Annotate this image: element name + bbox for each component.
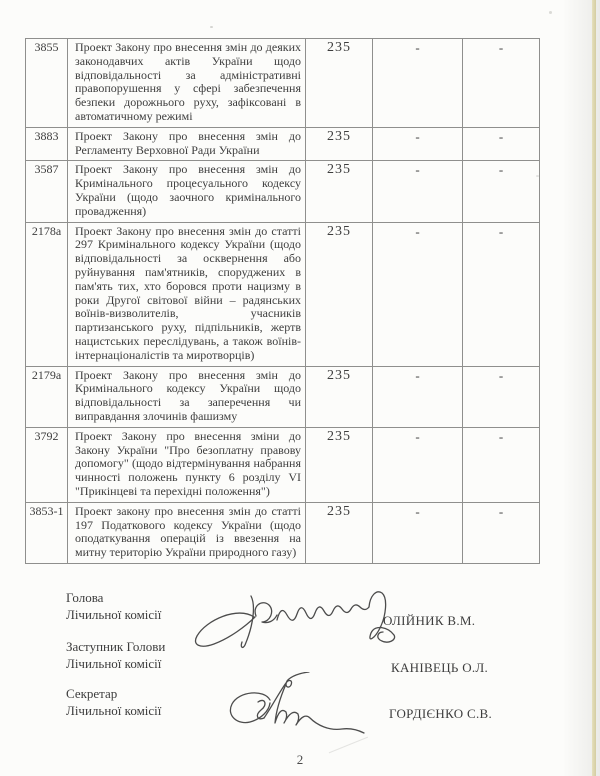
role-line: Секретар bbox=[66, 686, 118, 701]
dash1-cell: - bbox=[373, 161, 463, 222]
votes-cell: 235 bbox=[306, 39, 373, 128]
signature-scribble-head-icon bbox=[190, 586, 408, 664]
dash1-cell: - bbox=[373, 127, 463, 161]
bill-number-cell: 3792 bbox=[26, 427, 68, 502]
bill-number-cell: 2179а bbox=[26, 366, 68, 427]
bill-title-cell: Проект Закону про внесення змін до статті 297 Кримінального кодексу України (щодо відповідальності за осквернення або руйнування пам'ятників, споруджених в пам'ять тих, хто боровся проти нацизму в роки Другої світової війни – радянських воїнів-визволителів, учасників партизанського руху, підпільників, жертв нацистських переслідувань, а також воїнів-інтернаціоналістів та миротворців) bbox=[68, 222, 306, 366]
role-line: Лічильної комісії bbox=[66, 656, 162, 671]
bills-voting-table bbox=[25, 38, 540, 564]
dash1-cell: - bbox=[373, 502, 463, 563]
bill-title-cell: Проект закону про внесення змін до статті 197 Податкового кодексу України (щодо оподаткування операцій із ввезення на митну територію України природного газу) bbox=[68, 502, 306, 563]
dash1-cell: - bbox=[373, 39, 463, 128]
signatory-name: КАНІВЕЦЬ О.Л. bbox=[391, 660, 489, 675]
role-line: Заступник Голови bbox=[66, 639, 166, 654]
signatory-name: ОЛІЙНИК В.М. bbox=[383, 613, 476, 628]
dash2-cell: - bbox=[463, 39, 540, 128]
bill-title-cell: Проект Закону про внесення змін до деяких законодавчих актів України щодо відповідальності за адміністративні правопорушення у сфері забезпечення безпеки дорожнього руху, зафіксовані в автоматичному режимі bbox=[68, 39, 306, 128]
table-row bbox=[26, 366, 540, 427]
bill-number-cell: 3587 bbox=[26, 161, 68, 222]
dash2-cell: - bbox=[463, 427, 540, 502]
scan-edge-line bbox=[592, 0, 596, 776]
bill-title-cell: Проект Закону про внесення змін до Регламенту Верховної Ради України bbox=[68, 127, 306, 161]
votes-cell: 235 bbox=[306, 366, 373, 427]
dash2-cell: - bbox=[463, 366, 540, 427]
bill-number-cell: 2178а bbox=[26, 222, 68, 366]
scan-speck bbox=[549, 11, 552, 14]
table-row bbox=[26, 161, 540, 222]
signatory-role-deputy bbox=[66, 638, 165, 672]
bill-number-cell: 3883 bbox=[26, 127, 68, 161]
votes-cell: 235 bbox=[306, 161, 373, 222]
dash2-cell: - bbox=[463, 502, 540, 563]
dash1-cell: - bbox=[373, 222, 463, 366]
dash2-cell: - bbox=[463, 127, 540, 161]
role-line: Лічильної комісії bbox=[66, 703, 162, 718]
dash1-cell: - bbox=[373, 427, 463, 502]
dash2-cell: - bbox=[463, 161, 540, 222]
dash1-cell: - bbox=[373, 366, 463, 427]
votes-cell: 235 bbox=[306, 127, 373, 161]
signatory-name: ГОРДІЄНКО С.В. bbox=[389, 706, 493, 721]
table-row bbox=[26, 127, 540, 161]
table-row bbox=[26, 39, 540, 128]
signatory-role-head bbox=[66, 589, 161, 623]
dash2-cell: - bbox=[463, 222, 540, 366]
bill-number-cell: 3853-1 bbox=[26, 502, 68, 563]
signature-scribble-secretary-icon bbox=[218, 672, 370, 742]
bill-number-cell: 3855 bbox=[26, 39, 68, 128]
role-line: Голова bbox=[66, 590, 104, 605]
table-row bbox=[26, 222, 540, 366]
page-number: 2 bbox=[296, 752, 304, 767]
votes-cell: 235 bbox=[306, 502, 373, 563]
bill-title-cell: Проект Закону про внесення зміни до Закону України "Про безоплатну правову допомогу" (щодо відтермінування набрання чинності положень пункту 6 розділу VI "Прикінцеві та перехідні положення") bbox=[68, 427, 306, 502]
table-row bbox=[26, 427, 540, 502]
role-line: Лічильної комісії bbox=[66, 607, 162, 622]
bill-title-cell: Проект Закону про внесення змін до Кримінального кодексу України щодо відповідальності за заперечення чи виправдання злочинів фашизму bbox=[68, 366, 306, 427]
bill-title-cell: Проект Закону про внесення змін до Кримінального процесуального кодексу України (щодо заочного кримінального провадження) bbox=[68, 161, 306, 222]
signatory-role-secretary bbox=[66, 685, 161, 719]
votes-cell: 235 bbox=[306, 427, 373, 502]
scan-speck bbox=[210, 26, 213, 28]
votes-cell: 235 bbox=[306, 222, 373, 366]
table-row bbox=[26, 502, 540, 563]
